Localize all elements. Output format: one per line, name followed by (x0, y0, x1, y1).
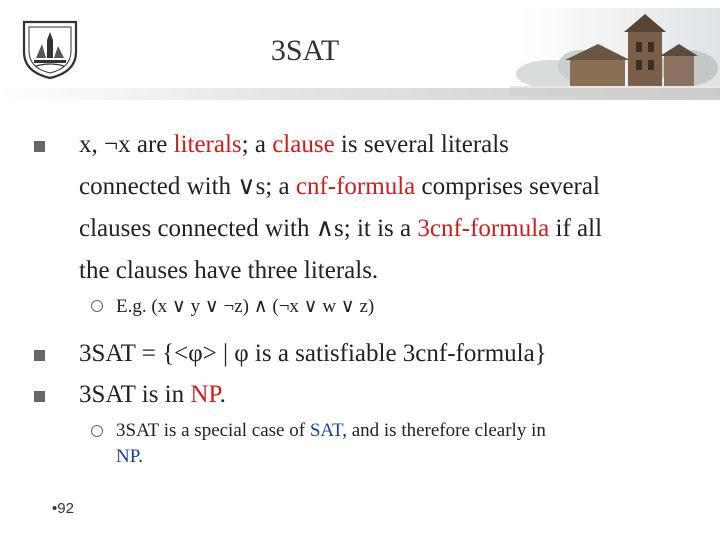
text-fragment: ∧s; it is a (315, 215, 418, 242)
text-fragment: clauses connected with (79, 215, 316, 242)
bullet-1-line-4: the clauses have three literals. (79, 257, 379, 284)
sub-bullet-marker-2 (91, 425, 103, 437)
text-fragment: comprises several (415, 173, 600, 200)
slide-title: 3SAT (270, 34, 340, 67)
text-fragment: is several literals (334, 131, 509, 158)
text-fragment: . (138, 446, 143, 467)
text-fragment: ; a (241, 131, 273, 158)
bullet-marker-2 (34, 350, 45, 361)
text-fragment: 3SAT is a special case of (116, 420, 310, 441)
bullet-2-text: 3SAT = {<φ> | φ is a satisfiable 3cnf-formula} (79, 340, 547, 367)
bullet-1-text (79, 124, 699, 292)
sub-bullet-2-line-1 (116, 418, 676, 444)
sub-bullet-1-text: E.g. (x ∨ y ∨ ¬z) ∧ (¬x ∨ w ∨ z) (116, 296, 375, 317)
bullet-1-line-2 (79, 166, 699, 208)
term-np: NP (190, 381, 220, 408)
sub-bullet-marker-1 (91, 300, 103, 312)
bullet-3-text (79, 374, 226, 416)
text-fragment: ∨s; a (237, 173, 296, 200)
text-fragment: connected with (79, 173, 238, 200)
header-divider (0, 88, 720, 100)
page-number: •92 (52, 500, 74, 517)
text-fragment: . (219, 381, 226, 408)
bullet-marker-1 (34, 141, 45, 152)
term-3cnf-formula: 3cnf-formula (417, 215, 550, 242)
text-fragment: x, (79, 131, 104, 158)
page-number-value: 92 (57, 500, 74, 517)
sub-bullet-2-text (116, 418, 676, 470)
text-fragment: if all (549, 215, 603, 242)
text-fragment: ¬x are (104, 131, 174, 158)
term-sat: SAT (309, 420, 343, 441)
bullet-1-line-1 (79, 124, 699, 166)
term-literals: literals (173, 131, 242, 158)
text-fragment: , and is therefore clearly in (342, 420, 546, 441)
term-np-2: NP (116, 446, 139, 467)
term-cnf-formula: cnf-formula (295, 173, 416, 200)
slide-header (0, 0, 720, 100)
bullet-1-line-3 (79, 208, 699, 250)
text-fragment: 3SAT is in (79, 381, 191, 408)
term-clause: clause (272, 131, 335, 158)
bullet-marker-3 (34, 391, 45, 402)
sub-bullet-2-line-2 (116, 444, 676, 470)
